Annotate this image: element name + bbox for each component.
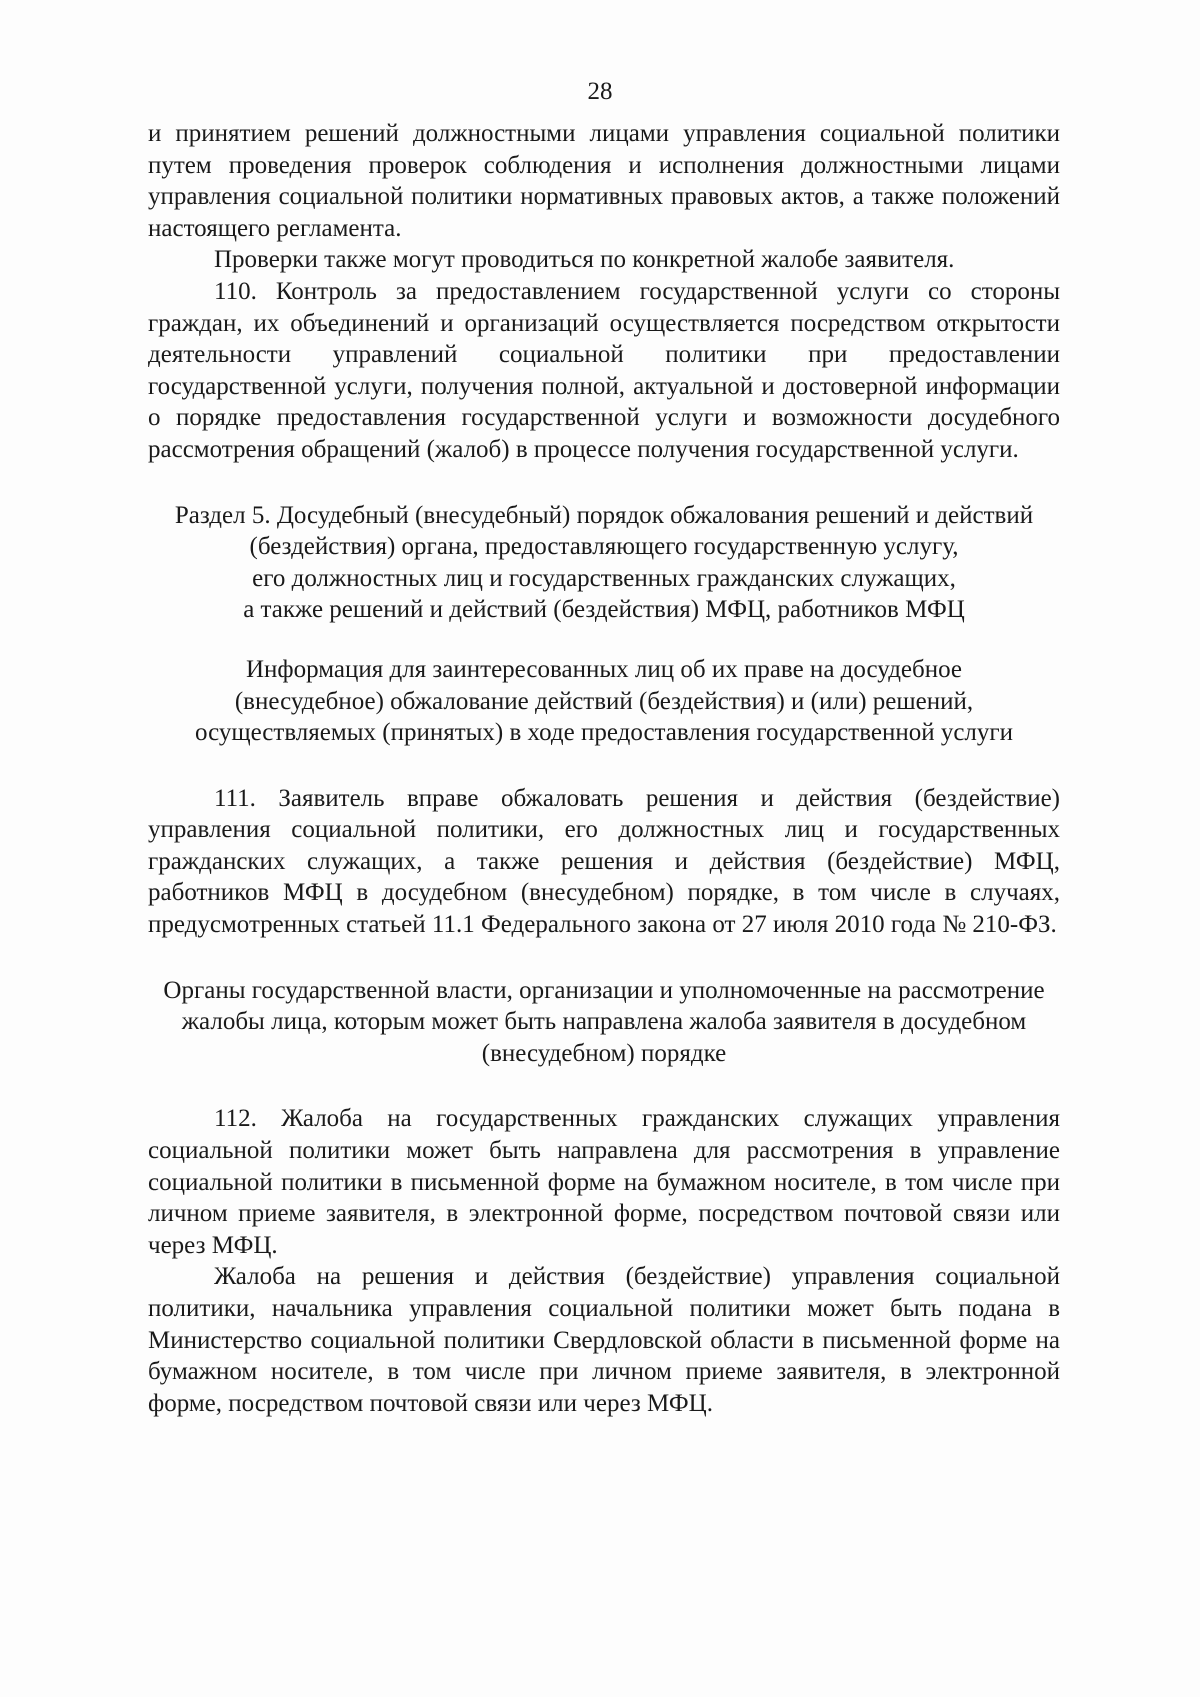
paragraph-111: 111. Заявитель вправе обжаловать решения и действия (бездействие) управления социальной политики, его должностных лиц и государственных гражданских служащих, а также решения и действия (бездействие) МФЦ, работников МФЦ в досудебном (внесудебном) порядке, в том числе в случаях, предусмотренных статьей 11.1 Федерального закона от 27 июля 2010 года № 210-ФЗ. xyxy=(148,784,1060,939)
page-number: 28 xyxy=(587,78,613,105)
section-5-heading xyxy=(148,500,1060,626)
paragraph-110: 110. Контроль за предоставлением государственной услуги со стороны граждан, их объединений и организаций осуществляется посредством открытости деятельности управлений социальной политики при предоставлении государственной услуги, получения полной, актуальной и достоверной информации о порядке предоставления государственной услуги и возможности досудебного рассмотрения обращений (жалоб) в процессе получения государственной услуги. xyxy=(148,277,1060,463)
paragraph-continuation: и принятием решений должностными лицами управления социальной политики путем проведения проверок соблюдения и исполнения должностными лицами управления социальной политики нормативных правовых актов, а также положений настоящего регламента. xyxy=(148,120,1060,242)
paragraph-112: 112. Жалоба на государственных гражданских служащих управления социальной политики может быть направлена для рассмотрения в управление социальной политики в письменной форме на бумажном носителе, в том числе при личном приеме заявителя, в электронной форме, посредством почтовой связи или через МФЦ. xyxy=(148,1105,1060,1259)
bodies-subheading-line: (внесудебном) порядке xyxy=(481,1039,727,1067)
section-heading-line: (бездействия) органа, предоставляющего государственную услугу, xyxy=(249,533,959,561)
info-subheading xyxy=(148,654,1060,749)
section-heading-line: Раздел 5. Досудебный (внесудебный) порядок обжалования решений и действий xyxy=(174,501,1034,529)
section-heading-line: а также решений и действий (бездействия) МФЦ, работников МФЦ xyxy=(243,596,965,624)
document-body xyxy=(148,118,1060,1419)
section-heading-line: его должностных лиц и государственных гражданских служащих, xyxy=(252,564,956,592)
info-subheading-line: Информация для заинтересованных лиц об их праве на досудебное xyxy=(245,655,963,683)
bodies-subheading-line: жалобы лица, которым может быть направлена жалоба заявителя в досудебном xyxy=(181,1008,1027,1036)
bodies-subheading xyxy=(148,975,1060,1070)
bodies-subheading-line: Органы государственной власти, организации и уполномоченные на рассмотрение xyxy=(163,976,1045,1004)
info-subheading-line: осуществляемых (принятых) в ходе предоставления государственной услуги xyxy=(194,719,1014,747)
paragraph-inspections: Проверки также могут проводиться по конкретной жалобе заявителя. xyxy=(214,246,955,274)
paragraph-complaint-ministry: Жалоба на решения и действия (бездействие) управления социальной политики, начальника управления социальной политики может быть подана в Министерство социальной политики Свердловской области в письменной форме на бумажном носителе, в том числе при личном приеме заявителя, в электронной форме, посредством почтовой связи или через МФЦ. xyxy=(148,1263,1060,1417)
info-subheading-line: (внесудебное) обжалование действий (бездействия) и (или) решений, xyxy=(234,687,974,715)
